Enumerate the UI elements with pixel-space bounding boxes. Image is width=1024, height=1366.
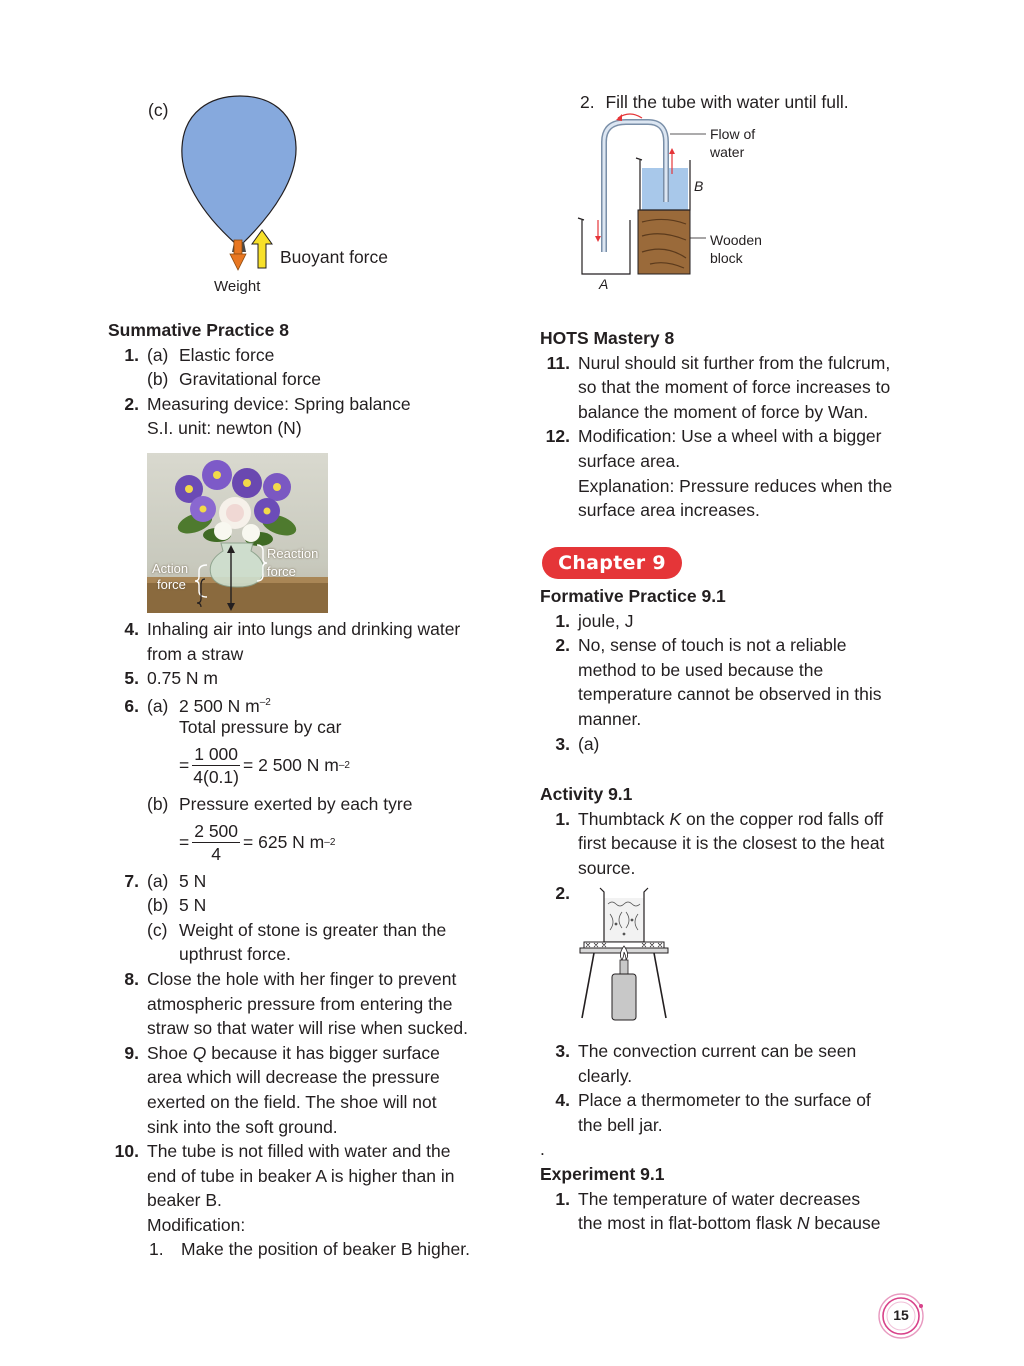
left-column-lower — [108, 617, 508, 1262]
formative-heading: Formative Practice 9.1 — [540, 586, 726, 606]
a-q2-line: 2. — [555, 882, 570, 903]
q7-line-c: (c) Weight of stone is greater than the — [147, 919, 447, 940]
f-q2-line-2: method to be used because the — [578, 659, 824, 680]
page-number: 15 — [893, 1307, 909, 1323]
f-q1-line: 1. joule, J — [555, 610, 634, 631]
q4-line-2: from a straw — [147, 643, 244, 664]
q12-line-3: Explanation: Pressure reduces when the — [578, 475, 893, 496]
label-b: B — [694, 178, 704, 194]
q7-line-a: 7. (a) 5 N — [124, 870, 207, 891]
wooden-label-2: block — [710, 250, 743, 266]
q10-line-1: 10. The tube is not filled with water and the — [114, 1141, 451, 1162]
reaction-force-label-1: Reaction — [267, 546, 319, 561]
siphon-item — [540, 92, 960, 302]
q9-line-3: exerted on the field. The shoe will not — [147, 1091, 437, 1112]
a-q4-line-2: the bell jar. — [578, 1114, 663, 1135]
f-q2-line-4: manner. — [578, 708, 642, 729]
siphon-item-text: Fill the tube with water until full. — [605, 92, 849, 112]
stray-dot: . — [540, 1139, 545, 1160]
buoyant-force-label: Buoyant force — [280, 247, 388, 267]
summative-heading: Summative Practice 8 — [108, 320, 289, 340]
q10-line-4: Modification: — [147, 1214, 246, 1235]
q9-line-1: 9. Shoe Q because it has bigger surface — [124, 1042, 440, 1063]
q9-line-2: area which will decrease the pressure — [147, 1067, 440, 1088]
figure-label-c: (c) — [148, 100, 169, 120]
f-q2-line-1: 2. No, sense of touch is not a reliable — [555, 635, 847, 656]
wooden-label-1: Wooden — [710, 232, 762, 248]
action-force-label-2: force — [157, 577, 186, 592]
q2-line-2: S.I. unit: newton (N) — [147, 418, 302, 439]
weight-label: Weight — [214, 278, 261, 295]
action-force-label-1: Action — [152, 561, 189, 576]
flow-label-2: water — [710, 144, 745, 160]
q5-line: 5. 0.75 N m — [124, 668, 218, 689]
heating-apparatus-svg — [576, 884, 676, 1024]
buoyant-arrow — [252, 230, 272, 268]
a-q3-line-1: 3. The convection current can be seen — [555, 1041, 857, 1061]
balloon-shape — [182, 96, 296, 244]
flow-label-1: Flow of — [710, 126, 756, 142]
q12-line-1: 12. Modification: Use a wheel with a bigger — [545, 426, 882, 447]
a-q4-line-1: 4. Place a thermometer to the surface of — [555, 1090, 871, 1111]
q11-line-2: so that the moment of force increases to — [578, 377, 891, 398]
reaction-force-label-2: force — [267, 564, 296, 579]
q12-line-4: surface area increases. — [578, 500, 760, 521]
f-q2-line-3: temperature cannot be observed in this — [578, 684, 882, 705]
a-q3-line-2: clearly. — [578, 1065, 633, 1086]
a-q1-line-1: 1. Thumbtack K on the copper rod falls off — [555, 808, 884, 829]
q6-line-b: (b) Pressure exerted by each tyre — [147, 793, 413, 814]
right-column-middle — [540, 584, 940, 905]
page-number-badge — [877, 1292, 925, 1340]
activity-heading: Activity 9.1 — [540, 784, 633, 805]
label-a: A — [599, 276, 609, 292]
q8-line-2: atmospheric pressure from entering the — [147, 993, 453, 1014]
f-q3-line: 3. (a) — [555, 733, 600, 754]
left-column — [108, 318, 508, 441]
q7-line-b: (b) 5 N — [147, 895, 207, 916]
q10-sub-1: 1. Make the position of beaker B higher. — [149, 1239, 470, 1260]
q6-line-a: 6. (a) 2 500 N $m^{-2}$ — [124, 695, 271, 716]
q11-line-3: balance the moment of force by Wan. — [578, 401, 869, 422]
flower-vase-photo — [147, 453, 328, 613]
balloon-diagram — [140, 92, 440, 302]
siphon-svg — [570, 112, 810, 292]
q4-line-1: 4. Inhaling air into lungs and drinking water — [124, 619, 461, 639]
q9-line-4: sink into the soft ground. — [147, 1116, 338, 1137]
q6-fraction-b: = $\frac{2 500}{4}$ = 625 N m –2 — [179, 821, 336, 865]
q1-line-b: (b) Gravitational force — [147, 369, 322, 390]
q1-line-a: 1. (a) Elastic force — [124, 344, 275, 365]
q6-line-a2: Total pressure by car — [179, 717, 342, 738]
a-q1-line-3: source. — [578, 857, 636, 878]
right-column-top — [540, 326, 940, 523]
q11-line-1: 11. Nurul should sit further from the fulcrum, — [546, 352, 891, 373]
q8-line-1: 8. Close the hole with her finger to prevent — [124, 968, 457, 989]
q2-line-1: 2. Measuring device: Spring balance — [124, 393, 411, 414]
heating-apparatus-diagram — [576, 884, 676, 1024]
q7-line-c2: upthrust force. — [179, 944, 291, 965]
a-q1-line-2: first because it is the closest to the heat — [578, 833, 885, 854]
chapter-badge: Chapter 9 — [542, 547, 682, 579]
experiment-heading: Experiment 9.1 — [540, 1163, 665, 1184]
q10-line-2: end of tube in beaker A is higher than in — [147, 1165, 455, 1186]
balloon-svg — [140, 92, 440, 302]
siphon-item-num: 2. — [580, 92, 595, 112]
q8-line-3: straw so that water will rise when sucked. — [147, 1018, 468, 1039]
hots-heading: HOTS Mastery 8 — [540, 328, 675, 348]
weight-arrow-shaft — [234, 240, 242, 254]
q10-line-3: beaker B. — [147, 1190, 222, 1211]
right-column-bottom — [540, 1039, 940, 1236]
q12-line-2: surface area. — [578, 450, 681, 471]
weight-arrow-head — [230, 254, 246, 270]
q6-fraction-a: = $\frac{1 000}{4(0.1)}$ = 2 500 N m –2 — [179, 744, 350, 788]
e-q1-line-2: the most in flat-bottom flask N because — [578, 1213, 881, 1234]
e-q1-line-1: 1. The temperature of water decreases — [555, 1188, 861, 1209]
